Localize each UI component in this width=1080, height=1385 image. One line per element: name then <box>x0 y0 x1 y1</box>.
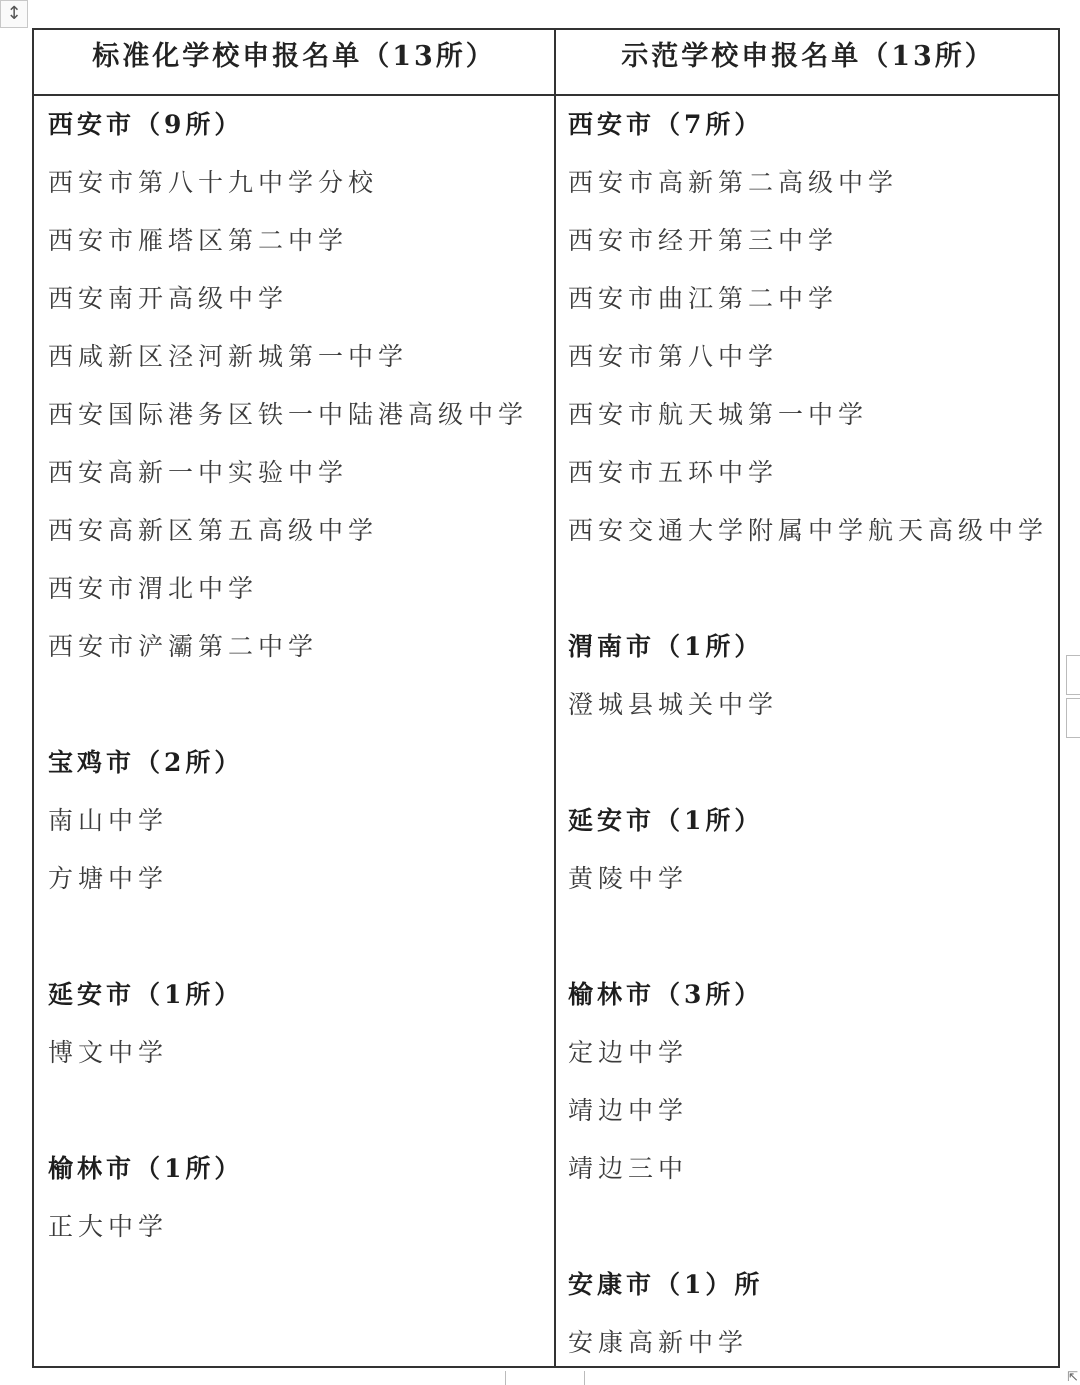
blank-row <box>48 676 548 734</box>
city-heading: 榆林市（1所） <box>48 1154 244 1183</box>
city-heading: 安康市（1）所 <box>568 1270 764 1299</box>
school-name: 西安市五环中学 <box>568 458 779 487</box>
school-name: 西安市曲江第二中学 <box>568 284 839 313</box>
school-name: 西安市第八十九中学分校 <box>48 168 379 197</box>
school-name: 西安市高新第二高级中学 <box>568 168 899 197</box>
city-heading: 延安市（1所） <box>568 806 764 835</box>
school-name: 西安南开高级中学 <box>48 284 289 313</box>
standardized-schools-column <box>48 96 548 1256</box>
column-divider <box>554 30 556 1366</box>
school-name: 西安高新区第五高级中学 <box>48 516 379 545</box>
city-heading: 榆林市（3所） <box>568 980 764 1009</box>
blank-row <box>568 1198 1058 1256</box>
city-heading: 宝鸡市（2所） <box>48 748 244 777</box>
header-standardized-schools: 标准化学校申报名单（13所） <box>92 41 496 72</box>
school-name: 西安国际港务区铁一中陆港高级中学 <box>48 400 529 429</box>
move-arrows-icon: ↕ <box>6 3 22 24</box>
side-scroll-marker[interactable] <box>1066 655 1080 695</box>
school-name: 南山中学 <box>48 806 169 835</box>
blank-row <box>568 908 1058 966</box>
school-name: 靖边三中 <box>568 1154 689 1183</box>
school-name: 方塘中学 <box>48 864 169 893</box>
blank-row <box>48 908 548 966</box>
side-scroll-marker[interactable] <box>1066 698 1080 738</box>
city-heading: 西安市（7所） <box>568 110 764 139</box>
school-name: 澄城县城关中学 <box>568 690 779 719</box>
bottom-ruler-marker <box>505 1371 585 1385</box>
school-name: 西安市经开第三中学 <box>568 226 839 255</box>
blank-row <box>568 734 1058 792</box>
demonstration-schools-column <box>568 96 1058 1372</box>
city-heading: 西安市（9所） <box>48 110 244 139</box>
school-name: 定边中学 <box>568 1038 689 1067</box>
school-name: 西安交通大学附属中学航天高级中学 <box>568 516 1049 545</box>
school-name: 西安市第八中学 <box>568 342 779 371</box>
blank-row <box>48 1082 548 1140</box>
table-move-handle[interactable] <box>0 0 28 28</box>
city-heading: 渭南市（1所） <box>568 632 764 661</box>
school-name: 西安市渭北中学 <box>48 574 259 603</box>
school-name: 西咸新区泾河新城第一中学 <box>48 342 409 371</box>
school-name: 西安市浐灞第二中学 <box>48 632 319 661</box>
school-name: 靖边中学 <box>568 1096 689 1125</box>
school-name: 西安市雁塔区第二中学 <box>48 226 349 255</box>
blank-row <box>568 560 1058 618</box>
school-name: 正大中学 <box>48 1212 169 1241</box>
school-name: 安康高新中学 <box>568 1328 749 1357</box>
school-list-table <box>32 28 1060 1368</box>
school-name: 博文中学 <box>48 1038 169 1067</box>
city-heading: 延安市（1所） <box>48 980 244 1009</box>
header-demonstration-schools: 示范学校申报名单（13所） <box>621 41 995 72</box>
school-name: 西安市航天城第一中学 <box>568 400 869 429</box>
school-name: 黄陵中学 <box>568 864 689 893</box>
resize-corner-icon[interactable]: ⇱ <box>1067 1370 1078 1385</box>
school-name: 西安高新一中实验中学 <box>48 458 349 487</box>
